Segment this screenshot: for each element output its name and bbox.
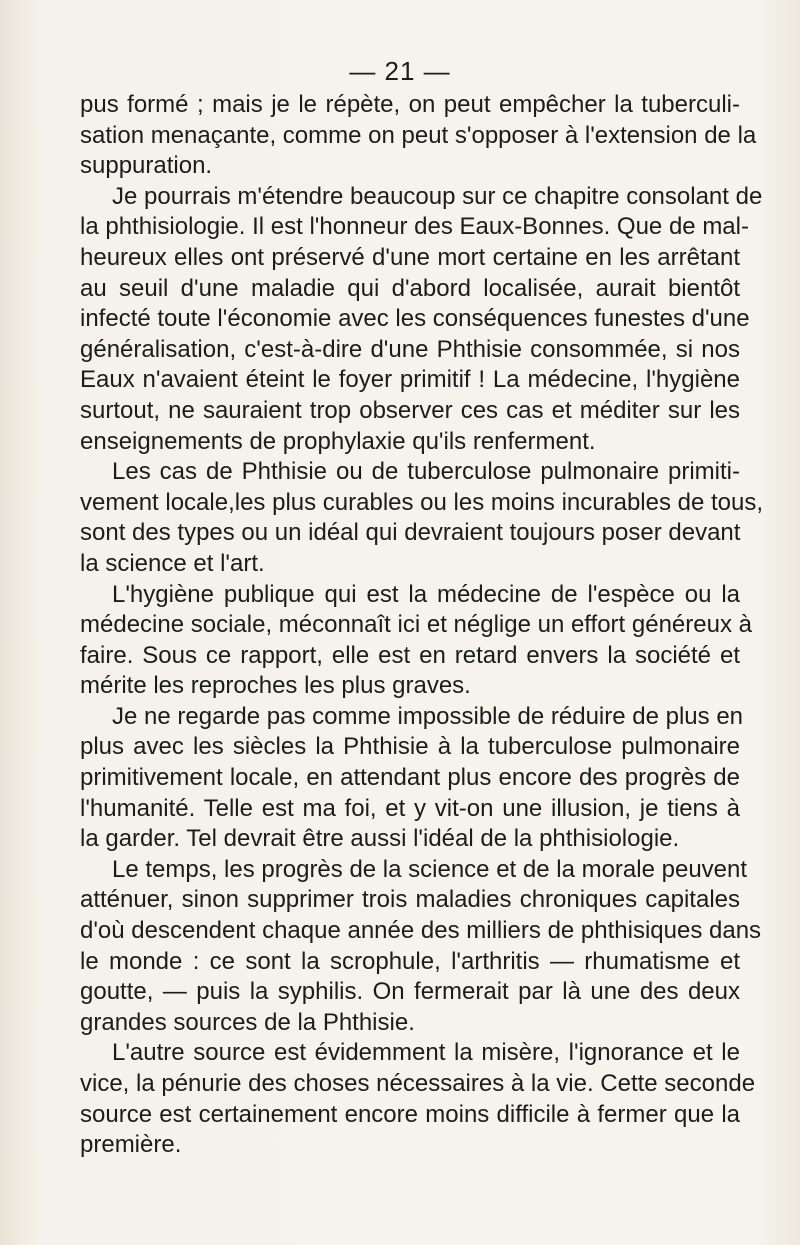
body-text bbox=[80, 90, 764, 1161]
paragraph bbox=[80, 182, 763, 457]
text-line: pus formé ; mais je le répète, on peut empêcher la tuberculi- bbox=[80, 91, 740, 118]
text-line: sont des types ou un idéal qui devraient toujours poser devant bbox=[80, 519, 741, 547]
text-line: primitivement locale, en attendant plus encore des progrès de bbox=[80, 764, 740, 792]
text-line: heureux elles ont préservé d'une mort certaine en les arrêtant bbox=[80, 243, 740, 271]
text-line: surtout, ne sauraient trop observer ces cas et méditer sur les bbox=[80, 396, 740, 424]
text-line: enseignements de prophylaxie qu'ils renferment. bbox=[80, 427, 596, 455]
text-line: plus avec les siècles la Phthisie à la tuberculose pulmonaire bbox=[80, 733, 740, 761]
text-line: la phthisiologie. Il est l'honneur des Eaux-Bonnes. Que de mal- bbox=[80, 213, 749, 241]
page-number: — 21 — bbox=[349, 56, 451, 86]
paragraph bbox=[80, 90, 757, 182]
text-line: le monde : ce sont la scrophule, l'arthritis — rhumatisme et bbox=[80, 947, 740, 975]
text-line: Eaux n'avaient éteint le foyer primitif ! La médecine, l'hygiène bbox=[80, 366, 740, 394]
paragraph bbox=[80, 855, 762, 1039]
text-line: atténuer, sinon supprimer trois maladies chroniques capitales bbox=[80, 886, 740, 914]
text-line: la garder. Tel devrait être aussi l'idéal de la phthisiologie. bbox=[80, 825, 680, 853]
text-line: médecine sociale, méconnaît ici et néglige un effort généreux à bbox=[80, 611, 752, 639]
text-line: infecté toute l'économie avec les conséquences funestes d'une bbox=[80, 305, 750, 333]
text-line: source est certainement encore moins difficile à fermer que la bbox=[80, 1100, 740, 1128]
paragraph bbox=[80, 1038, 756, 1160]
text-line: Les cas de Phthisie ou de tuberculose pulmonaire primiti- bbox=[112, 458, 740, 486]
text-line: faire. Sous ce rapport, elle est en retard envers la société et bbox=[80, 641, 740, 669]
text-line: d'où descendent chaque année des milliers de phthisiques dans bbox=[80, 917, 762, 945]
text-line: L'hygiène publique qui est la médecine de l'espèce ou la bbox=[112, 580, 740, 608]
text-line: grandes sources de la Phthisie. bbox=[80, 1008, 415, 1036]
text-line: généralisation, c'est-à-dire d'une Phthisie consommée, si nos bbox=[80, 335, 740, 363]
text-line: sation menaçante, comme on peut s'opposer à l'extension de la bbox=[80, 121, 757, 149]
text-line: goutte, — puis la syphilis. On fermerait par là une des deux bbox=[80, 978, 740, 1006]
text-line: vement locale,les plus curables ou les moins incurables de tous, bbox=[80, 488, 764, 516]
paragraph bbox=[80, 457, 764, 579]
text-line: l'humanité. Telle est ma foi, et y vit-on une illusion, je tiens à bbox=[80, 794, 740, 822]
text-line: Je pourrais m'étendre beaucoup sur ce chapitre consolant de bbox=[112, 182, 763, 210]
text-line: Je ne regarde pas comme impossible de réduire de plus en bbox=[112, 702, 744, 730]
text-line: au seuil d'une maladie qui d'abord localisée, aurait bientôt bbox=[80, 274, 740, 302]
text-line: mérite les reproches les plus graves. bbox=[80, 672, 471, 700]
text-line: vice, la pénurie des choses nécessaires à la vie. Cette seconde bbox=[80, 1070, 756, 1097]
text-line: première. bbox=[80, 1131, 182, 1159]
paragraph bbox=[80, 702, 744, 855]
text-line: suppuration. bbox=[80, 152, 213, 180]
text-line: la science et l'art. bbox=[80, 549, 265, 577]
text-line: Le temps, les progrès de la science et de la morale peuvent bbox=[112, 855, 748, 883]
text-line: L'autre source est évidemment la misère, l'ignorance et le bbox=[112, 1039, 740, 1067]
paragraph bbox=[80, 580, 752, 702]
